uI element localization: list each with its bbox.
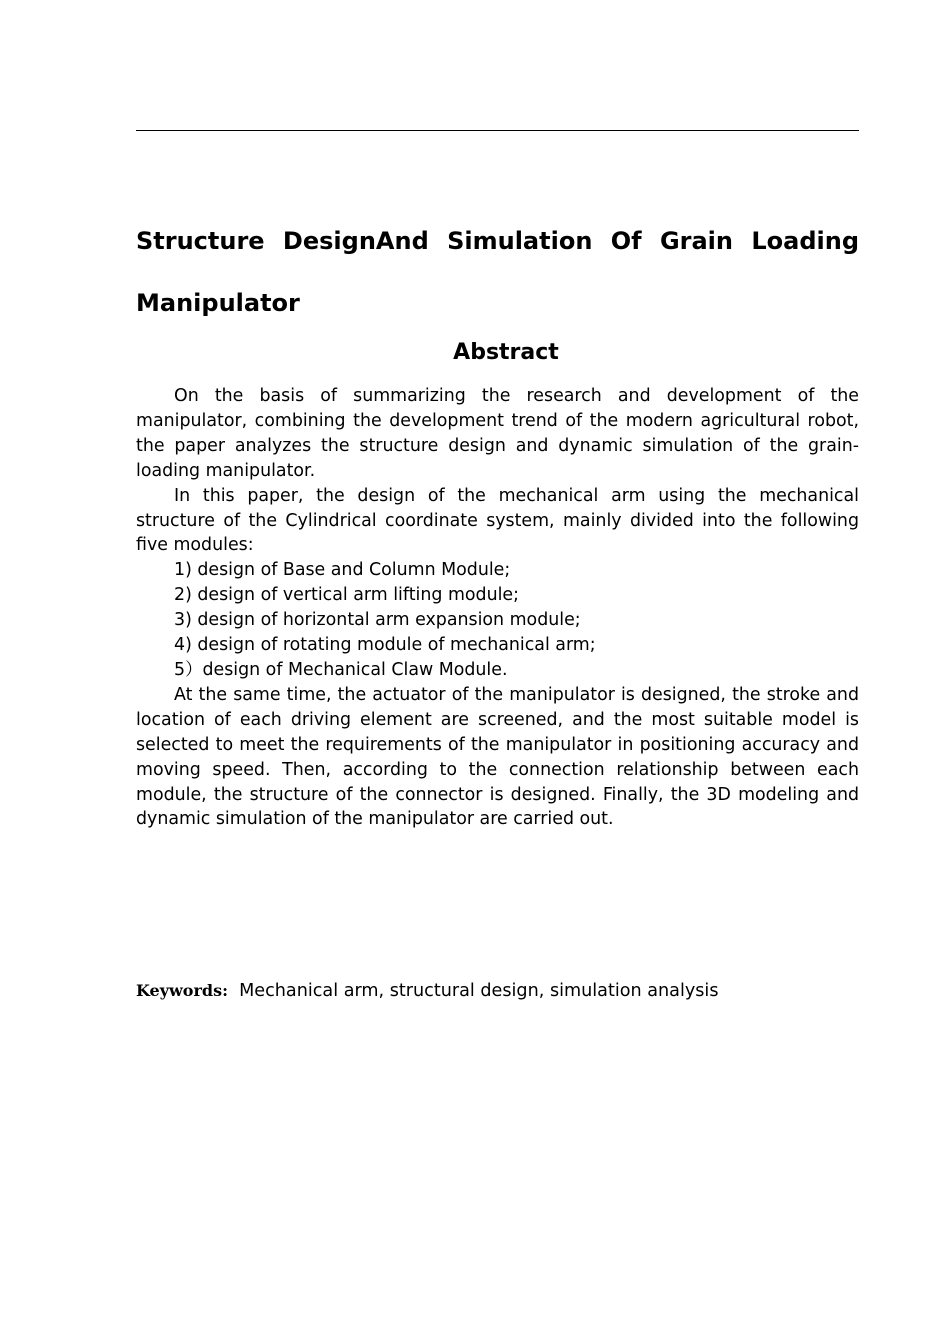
abstract-closing-paragraph: At the same time, the actuator of the manipulator is designed, the stroke and location of each driving element are screened, and the most suitable model is selected to meet the requirements of the manipulator in positioning accuracy and moving speed. Then, according to the connection relationship between each module, the structure of the connector is designed. Finally, the 3D modeling and dynamic simulation of the manipulator are carried out. — [136, 684, 859, 830]
keywords-line — [136, 978, 859, 1004]
keywords-text: Mechanical arm, structural design, simulation analysis — [239, 981, 719, 1001]
module-list-item-2: 2) design of vertical arm lifting module; — [174, 585, 519, 606]
paper-title: Structure DesignAnd Simulation Of Grain Loading Manipulator — [136, 227, 859, 317]
header-rule — [136, 130, 859, 131]
abstract-heading: Abstract — [453, 340, 559, 365]
keywords-label: Keywords: — [136, 981, 229, 1000]
abstract-body — [136, 384, 859, 832]
abstract-paragraph-1: On the basis of summarizing the research and development of the manipulator, combining the development trend of the modern agricultural robot, the paper analyzes the structure design and dynamic simulation of the grain-loading manipulator. — [136, 386, 859, 481]
module-list-item-1: 1) design of Base and Column Module; — [174, 560, 511, 581]
module-list-item-3: 3) design of horizontal arm expansion module; — [174, 610, 581, 631]
module-list-item-5: 5）design of Mechanical Claw Module. — [174, 659, 508, 680]
abstract-paragraph-2: In this paper, the design of the mechanical arm using the mechanical structure of the Cylindrical coordinate system, mainly divided into the following five modules: — [136, 485, 859, 556]
module-list-item-4: 4) design of rotating module of mechanical arm; — [174, 635, 596, 656]
